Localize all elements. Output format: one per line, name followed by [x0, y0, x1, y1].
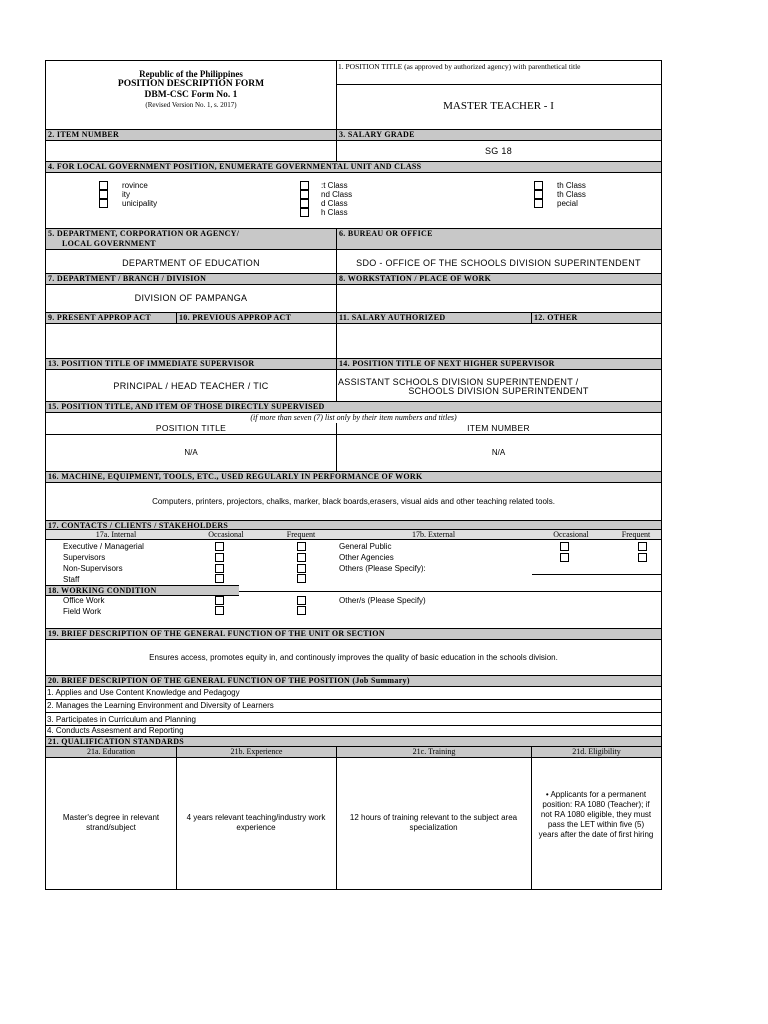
department-label-line2: LOCAL GOVERNMENT — [62, 239, 156, 248]
class-option: d Class — [321, 199, 348, 208]
department-label — [46, 228, 336, 250]
lgu-option: ity — [122, 190, 130, 199]
working-condition-label: 18. WORKING CONDITION — [46, 585, 239, 596]
branch-division-label: 7. DEPARTMENT / BRANCH / DIVISION — [46, 273, 336, 285]
general-public-frequent-checkbox[interactable] — [638, 542, 647, 551]
position-description-form — [45, 60, 662, 890]
form-number: DBM-CSC Form No. 1 — [144, 90, 238, 100]
education-value[interactable]: Master's degree in relevant strand/subject — [62, 813, 160, 832]
bureau-label: 6. BUREAU OR OFFICE — [336, 228, 661, 250]
immediate-supervisor-value[interactable]: PRINCIPAL / HEAD TEACHER / TIC — [113, 381, 269, 391]
external-contact: General Public — [339, 542, 392, 551]
general-public-occasional-checkbox[interactable] — [560, 542, 569, 551]
eligibility-header: 21d. Eligibility — [531, 747, 661, 758]
machine-tools-value[interactable]: Computers, printers, projectors, chalks, marker, black boards,erasers, visual aids and other teaching related tools. — [152, 497, 555, 506]
staff-occasional-checkbox[interactable] — [215, 574, 224, 583]
city-checkbox[interactable] — [99, 190, 108, 199]
republic-label: Republic of the Philippines — [139, 69, 243, 79]
municipality-checkbox[interactable] — [99, 199, 108, 208]
eligibility-value[interactable]: • Applicants for a permanent position: RA 1080 (Teacher); if not RA 1080 eligible, they must pass the LET within five (5) years after the date of first hiring — [538, 790, 654, 839]
class-option: th Class — [557, 190, 586, 199]
external-frequent-header: Frequent — [611, 530, 661, 540]
class-option: h Class — [321, 208, 348, 217]
item-number-header: ITEM NUMBER — [467, 423, 530, 433]
province-checkbox[interactable] — [99, 181, 108, 190]
external-contact: Other Agencies — [339, 553, 394, 562]
internal-contact: Executive / Managerial — [63, 542, 144, 551]
class-1-checkbox[interactable] — [300, 181, 309, 190]
job-summary-item: 4. Conducts Assesment and Reporting — [47, 726, 184, 735]
training-header: 21c. Training — [336, 747, 531, 758]
bureau-value[interactable]: SDO - OFFICE OF THE SCHOOLS DIVISION SUPERINTENDENT — [356, 258, 641, 268]
position-title-label: 1. POSITION TITLE (as approved by authorized agency) with parenthetical title — [338, 62, 581, 71]
workstation-label: 8. WORKSTATION / PLACE OF WORK — [336, 273, 661, 285]
present-approp-act-label: 9. PRESENT APPROP ACT — [46, 312, 176, 324]
supervisors-frequent-checkbox[interactable] — [297, 553, 306, 562]
other-label: 12. OTHER — [531, 312, 661, 324]
working-condition-item: Field Work — [63, 607, 102, 616]
supervised-item-value[interactable]: N/A — [491, 448, 506, 457]
office-work-occasional-checkbox[interactable] — [215, 596, 224, 605]
salary-authorized-label: 11. SALARY AUTHORIZED — [336, 312, 531, 324]
training-value[interactable]: 12 hours of training relevant to the subject area specialization — [349, 813, 518, 832]
job-summary-item: 1. Applies and Use Content Knowledge and Pedagogy — [47, 688, 240, 697]
non-supervisors-occasional-checkbox[interactable] — [215, 564, 224, 573]
office-work-frequent-checkbox[interactable] — [297, 596, 306, 605]
other-agencies-occasional-checkbox[interactable] — [560, 553, 569, 562]
executive-frequent-checkbox[interactable] — [297, 542, 306, 551]
directly-supervised-note: (if more than seven (7) list only by their item numbers and titles) — [250, 413, 457, 422]
experience-header: 21b. Experience — [176, 747, 336, 758]
department-label-line1: 5. DEPARTMENT, CORPORATION OR AGENCY/ — [48, 229, 240, 238]
internal-header: 17a. Internal — [46, 530, 186, 540]
position-title-header: POSITION TITLE — [155, 423, 227, 433]
next-supervisor-value-line1[interactable]: ASSISTANT SCHOOLS DIVISION SUPERINTENDENT / — [338, 377, 579, 387]
non-supervisors-frequent-checkbox[interactable] — [297, 564, 306, 573]
external-header: 17b. External — [336, 530, 531, 540]
external-occasional-header: Occasional — [531, 530, 611, 540]
working-condition-item: Office Work — [63, 596, 105, 605]
internal-contact: Supervisors — [63, 553, 106, 562]
internal-frequent-header: Frequent — [266, 530, 336, 540]
salary-grade-label: 3. SALARY GRADE — [336, 129, 661, 141]
next-supervisor-label: 14. POSITION TITLE OF NEXT HIGHER SUPERVISOR — [336, 358, 661, 370]
form-title: POSITION DESCRIPTION FORM — [117, 79, 265, 89]
unit-function-label: 19. BRIEF DESCRIPTION OF THE GENERAL FUNCTION OF THE UNIT OR SECTION — [46, 628, 661, 640]
class-4-checkbox[interactable] — [300, 208, 309, 217]
item-number-label: 2. ITEM NUMBER — [46, 129, 336, 141]
class-option: th Class — [557, 181, 586, 190]
class-2-checkbox[interactable] — [300, 190, 309, 199]
education-header: 21a. Education — [46, 747, 176, 758]
position-function-label: 20. BRIEF DESCRIPTION OF THE GENERAL FUNCTION OF THE POSITION (Job Summary) — [46, 675, 661, 687]
immediate-supervisor-label: 13. POSITION TITLE OF IMMEDIATE SUPERVISOR — [46, 358, 336, 370]
field-work-frequent-checkbox[interactable] — [297, 606, 306, 615]
supervisors-occasional-checkbox[interactable] — [215, 553, 224, 562]
lgu-label: 4. FOR LOCAL GOVERNMENT POSITION, ENUMERATE GOVERNMENTAL UNIT AND CLASS — [46, 161, 661, 173]
job-summary-item: 2. Manages the Learning Environment and Diversity of Learners — [47, 701, 274, 710]
field-work-occasional-checkbox[interactable] — [215, 606, 224, 615]
internal-occasional-header: Occasional — [186, 530, 266, 540]
position-title-value[interactable]: MASTER TEACHER - I — [443, 100, 554, 112]
directly-supervised-label: 15. POSITION TITLE, AND ITEM OF THOSE DIRECTLY SUPERVISED — [46, 401, 661, 413]
executive-occasional-checkbox[interactable] — [215, 542, 224, 551]
class-option: nd Class — [321, 190, 353, 199]
lgu-option: unicipality — [122, 199, 158, 208]
special-checkbox[interactable] — [534, 199, 543, 208]
others-specify-line[interactable] — [532, 574, 661, 575]
experience-value[interactable]: 4 years relevant teaching/industry work experience — [186, 813, 326, 832]
next-supervisor-value-line2[interactable]: SCHOOLS DIVISION SUPERINTENDENT — [408, 386, 589, 396]
class-3-checkbox[interactable] — [300, 199, 309, 208]
class-option: pecial — [557, 199, 578, 208]
class-6-checkbox[interactable] — [534, 190, 543, 199]
department-value[interactable]: DEPARTMENT OF EDUCATION — [122, 258, 260, 268]
salary-grade-value[interactable]: SG 18 — [484, 146, 512, 156]
qualification-standards-label: 21. QUALIFICATION STANDARDS — [46, 736, 661, 747]
job-summary-item: 3. Participates in Curriculum and Planning — [47, 715, 196, 724]
internal-contact: Staff — [63, 575, 80, 584]
external-contact: Others (Please Specify): — [339, 564, 426, 573]
working-condition-other: Other/s (Please Specify) — [339, 596, 426, 605]
supervised-position-value[interactable]: N/A — [184, 448, 198, 457]
previous-approp-act-label: 10. PREVIOUS APPROP ACT — [176, 312, 336, 324]
class-5-checkbox[interactable] — [534, 181, 543, 190]
unit-function-value[interactable]: Ensures access, promotes equity in, and continously improves the quality of basic education in the schools division. — [149, 653, 558, 662]
machine-tools-label: 16. MACHINE, EQUIPMENT, TOOLS, ETC., USED REGULARLY IN PERFORMANCE OF WORK — [46, 471, 661, 483]
lgu-option: rovince — [122, 181, 148, 190]
form-revision: (Revised Version No. 1, s. 2017) — [145, 101, 237, 109]
staff-frequent-checkbox[interactable] — [297, 574, 306, 583]
contacts-label: 17. CONTACTS / CLIENTS / STAKEHOLDERS — [46, 520, 661, 530]
internal-contact: Non-Supervisors — [63, 564, 123, 573]
class-option: :t Class — [321, 181, 348, 190]
other-agencies-frequent-checkbox[interactable] — [638, 553, 647, 562]
branch-division-value[interactable]: DIVISION OF PAMPANGA — [134, 293, 248, 303]
